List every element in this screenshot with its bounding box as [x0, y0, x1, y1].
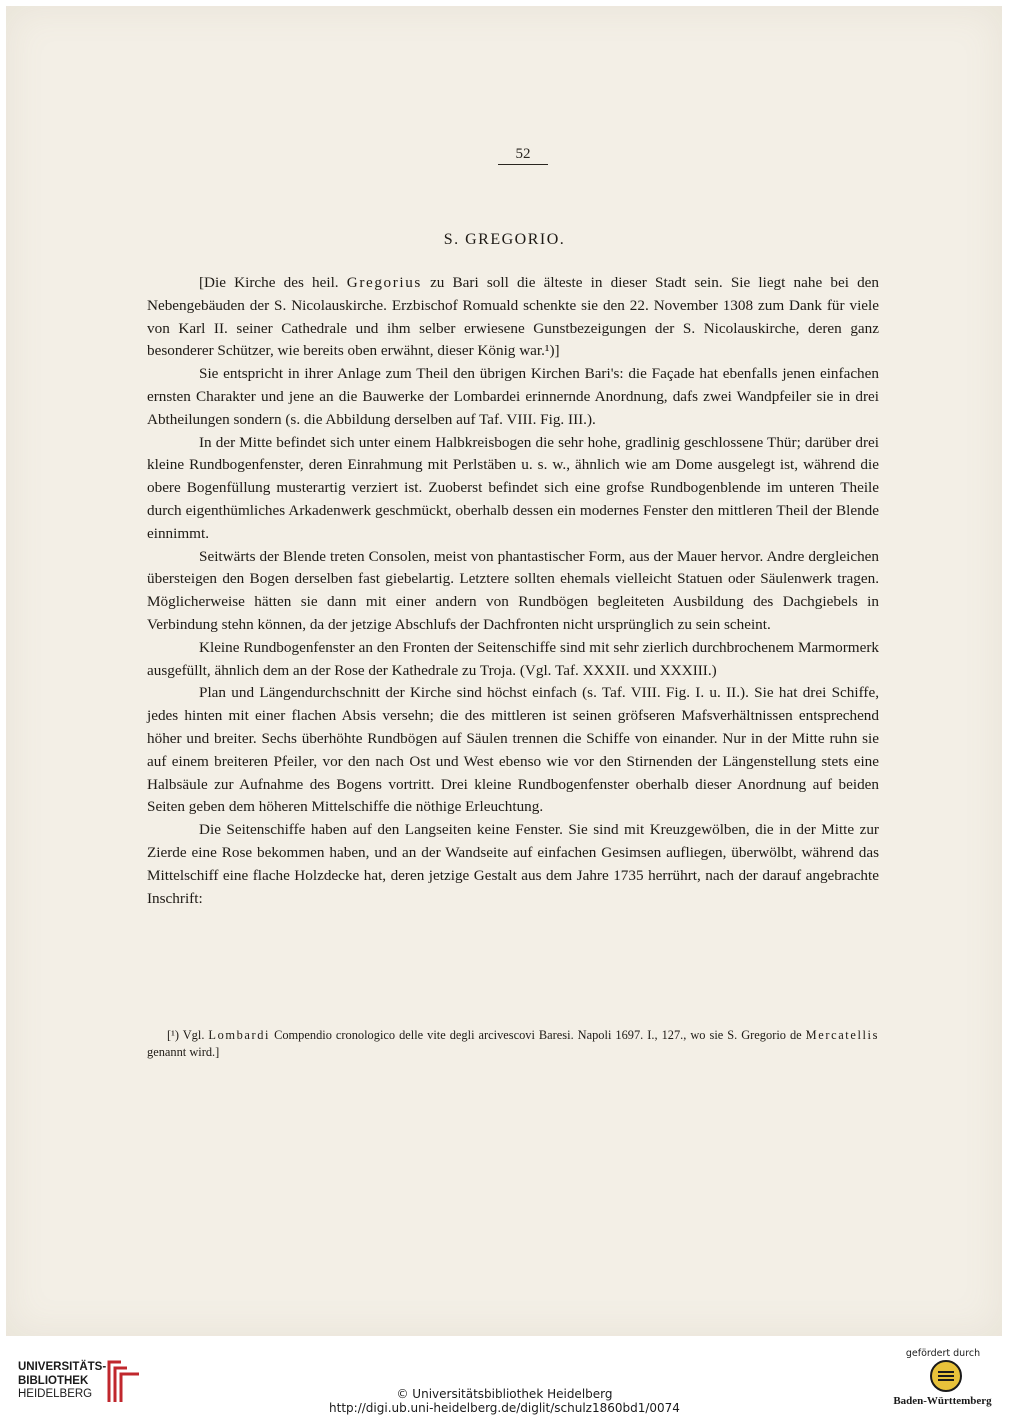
- library-name-line1: UNIVERSITÄTS-: [18, 1361, 107, 1373]
- footnote-end: genannt wird.]: [147, 1045, 220, 1059]
- body-text: [147, 272, 879, 910]
- paragraph: In der Mitte befindet sich unter einem Halbkreisbogen die sehr hohe, gradlinig geschlossene Thür; darüber drei kleine Rundbogenfenster, deren Einrahmung mit Perlstäben u. s. w., ähnlich wie am Dome ausgelegt ist, während die obere Bogenfüllung musterartig verziert ist. Zuoberst befindet sich eine grofse Rundbogenblende im unteren Theile durch eigenthümliches Arkadenwerk geschmückt, oberhalb dessen ein modernes Fenster den mittleren Theil der Blende einnimmt.: [147, 433, 879, 542]
- sponsor-name: Baden-Württemberg: [893, 1395, 992, 1407]
- paragraph: [147, 272, 879, 363]
- footnote-lead: [¹) Vgl.: [167, 1028, 209, 1042]
- paragraph: Kleine Rundbogenfenster an den Fronten der Seitenschiffe sind mit sehr zierlich durchbrochenem Marmormerk ausgefüllt, ähnlich dem an der Rose der Kathedrale zu Troja. (Vgl. Taf. XXXII. und XXXIII.): [147, 638, 879, 679]
- footnote: [147, 1027, 879, 1061]
- footnote-mid: Compendio cronologico delle vite degli arcivescovi Baresi. Napoli 1697. I., 127., wo sie S. Gregorio de: [270, 1028, 806, 1042]
- spaced-name: Gregorius: [346, 274, 422, 291]
- page-number: 52: [515, 146, 531, 162]
- copyright-notice: © Universitätsbibliothek Heidelberg: [396, 1387, 613, 1401]
- sponsor-label: gefördert durch: [905, 1348, 981, 1359]
- paragraph: Plan und Längendurchschnitt der Kirche sind höchst einfach (s. Taf. VIII. Fig. I. u. II.). Sie hat drei Schiffe, jedes hinten mit einer flachen Absis versehn; die des mittleren ist seinen gröfseren Mafsverhältnissen entsprechend höher und breiter. Sechs überhöhte Rundbögen auf Säulen trennen die Schiffe von einander. Nur in der Mitte ruhn sie auf einem breiteren Pfeiler, vor den nach Ost und West ebenso wie vor den Stirnenden der Längenstellung stets eine Halbsäule zur Aufnahme des Bogens vortritt. Drei kleine Rundbogenfenster oberhalb dieser Anordnung auf beiden Seiten geben dem höheren Mittelschiffe die nöthige Erleuchtung.: [147, 684, 879, 816]
- paragraph: Sie entspricht in ihrer Anlage zum Theil den übrigen Kirchen Bari's: die Façade hat ebenfalls jenen einfachen ernsten Charakter und jene an die Bauwerke der Lombardei erinnernde Anordnung, dafs zwei Wandpfeiler sie in drei Abtheilungen sondern (s. die Abbildung derselben auf Taf. VIII. Fig. III.).: [147, 365, 879, 428]
- paragraph-rest: zu Bari soll die älteste in dieser Stadt sein. Sie liegt nahe bei den Nebengebäuden der S. Nicolauskirche. Erzbischof Romuald schenkte sie den 22. November 1308 zum Dank für viele von Karl II. seiner Cathedrale und ihm selber erwiesene Gunstbezeigungen der S. Nicolauskirche, deren ganz besonderer Schützer, wie bereits oben erwähnt, dieser König war.¹)]: [147, 274, 880, 360]
- page-number-rule: [498, 164, 548, 165]
- paragraph: Die Seitenschiffe haben auf den Langseiten keine Fenster. Sie sind mit Kreuzgewölben, die in der Mitte zur Zierde eine Rose bekommen haben, und an der Wandseite auf einfachen Gesimsen aufliegen, überwölbt, während das Mittelschiff eine flache Holzdecke hat, deren jetzige Gestalt aus dem Jahre 1735 herrührt, nach der darauf angebrachte Inschrift:: [147, 821, 879, 907]
- paragraph-lead: [Die Kirche des heil.: [199, 274, 347, 291]
- paragraph: Seitwärts der Blende treten Consolen, meist von phantastischer Form, aus der Mauer hervor. Andre dergleichen übersteigen den Bogen derselben fast giebelartig. Letztere sollten ehemals vielleicht Statuen oder Säulenwerk tragen. Möglicherweise hätten sie dann mit einer andern von Rundbögen begleiteten Ausbildung des Dachgiebels in Verbindung stehn können, da der jetzige Abschlufs der Dachfronten nicht ursprünglich zu sein scheint.: [147, 547, 879, 633]
- library-name-line2: BIBLIOTHEK: [18, 1374, 89, 1387]
- footnote-author: Lombardi: [208, 1028, 271, 1042]
- page-title: S. GREGORIO.: [443, 231, 566, 248]
- library-name-line3: HEIDELBERG: [18, 1388, 93, 1400]
- permalink-url[interactable]: http://digi.ub.uni-heidelberg.de/diglit/schulz1860bd1/0074: [329, 1401, 680, 1415]
- footnote-spaced-name: Mercatellis: [805, 1028, 879, 1042]
- state-coat-of-arms-icon[interactable]: [929, 1359, 963, 1393]
